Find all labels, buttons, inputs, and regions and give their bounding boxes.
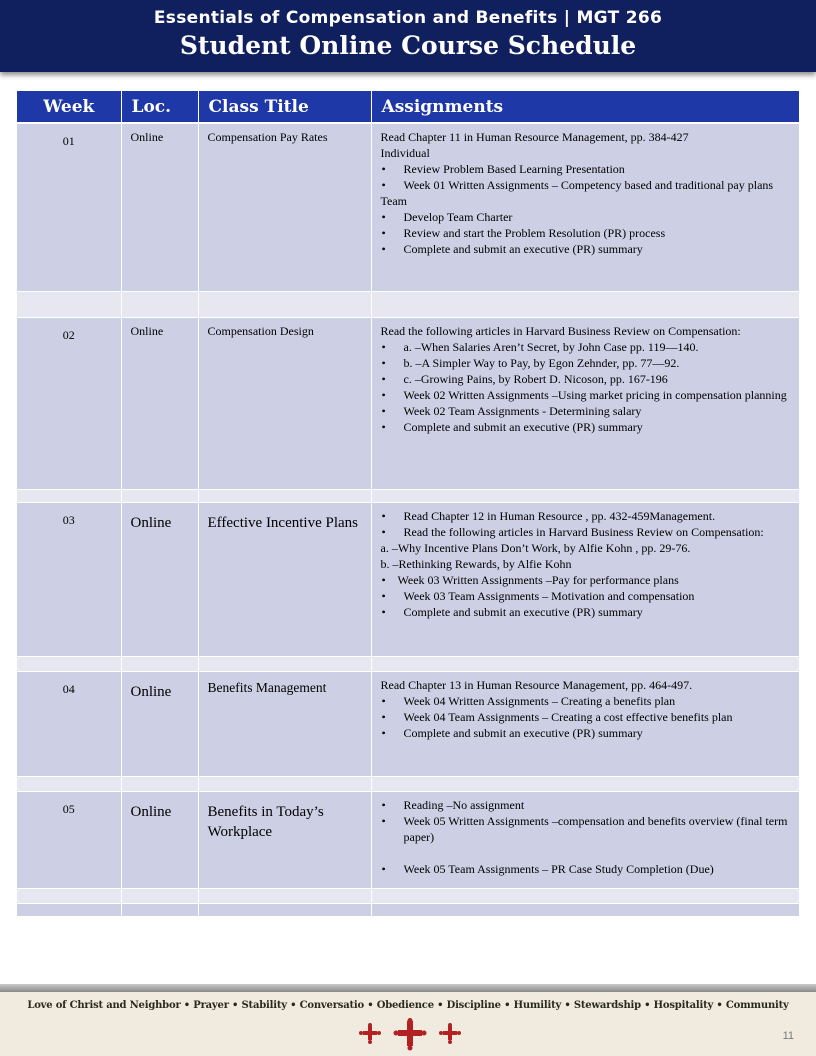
location-cell: Online	[121, 671, 198, 776]
assignment-text: b. –Rethinking Rewards, by Alfie Kohn	[380, 556, 572, 571]
list-item: • Complete and submit an executive (PR) summary	[381, 604, 793, 620]
list-item: • Review Problem Based Learning Presentation	[381, 161, 793, 177]
cross-icon	[439, 1023, 461, 1044]
list-item: • Reading –No assignment	[381, 797, 793, 813]
assignment-heading: Team	[380, 194, 407, 208]
footer-motto: Love of Christ and Neighbor • Prayer • Stability • Conversatio • Obedience • Discipline • Humility • Stewardship • Hospitality • Community	[27, 1000, 789, 1011]
list-item: • Develop Team Charter	[381, 209, 793, 225]
assignments-cell	[371, 671, 799, 776]
spacer-row	[17, 291, 799, 317]
assignments-cell	[371, 502, 799, 656]
assignments-cell	[371, 791, 799, 888]
list-item: • Review and start the Problem Resolution (PR) process	[381, 225, 793, 241]
cross-icon	[394, 1018, 427, 1051]
assignments-cell	[371, 123, 799, 291]
week-cell: 05	[17, 791, 121, 888]
list-item: • Week 05 Team Assignments – PR Case Study Completion (Due)	[381, 861, 793, 877]
location-cell: Online	[121, 317, 198, 489]
schedule-table	[17, 91, 800, 917]
table-row	[17, 791, 799, 888]
assignment-text: Read the following articles in Harvard Business Review on Compensation:	[380, 323, 741, 338]
assignment-text: Read Chapter 11 in Human Resource Management, pp. 384-427	[380, 130, 689, 144]
class-title-cell: Benefits Management	[198, 671, 371, 776]
week-cell: 04	[17, 671, 121, 776]
footer-divider	[0, 984, 816, 992]
list-item: • Read the following articles in Harvard Business Review on Compensation:	[381, 524, 793, 540]
table-row	[17, 671, 799, 776]
list-item: • a. –When Salaries Aren’t Secret, by John Case pp. 119—140.	[381, 339, 793, 355]
end-row	[17, 903, 799, 916]
page-title: Student Online Course Schedule	[179, 31, 637, 60]
column-header-assignments: Assignments	[371, 91, 799, 123]
class-title-cell: Effective Incentive Plans	[198, 502, 371, 656]
list-item: • Week 03 Written Assignments –Pay for performance plans	[381, 572, 793, 588]
assignments-cell	[371, 317, 799, 489]
crosses-emblem	[355, 1018, 465, 1052]
table-row	[17, 123, 799, 291]
course-line: Essentials of Compensation and Benefits | MGT 266	[153, 8, 663, 28]
list-item: • Week 04 Written Assignments – Creating a benefits plan	[381, 693, 793, 709]
list-item: • Week 02 Team Assignments - Determining salary	[381, 403, 793, 419]
list-item: • b. –A Simpler Way to Pay, by Egon Zehnder, pp. 77—92.	[381, 355, 793, 371]
assignment-heading: Individual	[380, 146, 430, 160]
list-item: • Complete and submit an executive (PR) summary	[381, 241, 793, 257]
class-title-cell: Compensation Pay Rates	[198, 123, 371, 291]
list-item: • Complete and submit an executive (PR) summary	[381, 419, 793, 435]
list-item: • Complete and submit an executive (PR) summary	[381, 725, 793, 741]
page-number: 11	[782, 1030, 794, 1042]
list-item: • Week 02 Written Assignments –Using market pricing in compensation planning	[381, 387, 793, 403]
location-cell: Online	[121, 502, 198, 656]
class-title-cell: Compensation Design	[198, 317, 371, 489]
assignment-text: a. –Why Incentive Plans Don’t Work, by Alfie Kohn , pp. 29-76.	[380, 540, 691, 555]
location-cell: Online	[121, 791, 198, 888]
column-header-class-title: Class Title	[198, 91, 371, 123]
table-header-row	[17, 91, 799, 123]
spacer-row	[17, 776, 799, 791]
spacer-row	[17, 489, 799, 502]
cross-icon	[359, 1023, 381, 1044]
column-header-week: Week	[17, 91, 121, 123]
spacer-row	[17, 888, 799, 903]
table-row	[17, 317, 799, 489]
list-item: • c. –Growing Pains, by Robert D. Nicoson, pp. 167-196	[381, 371, 793, 387]
table-row	[17, 502, 799, 656]
class-title-cell: Benefits in Today’s Workplace	[198, 791, 371, 888]
week-cell: 03	[17, 502, 121, 656]
list-item: • Read Chapter 12 in Human Resource , pp. 432-459Management.	[381, 508, 793, 524]
week-cell: 01	[17, 123, 121, 291]
assignment-text: Read Chapter 13 in Human Resource Management, pp. 464-497.	[380, 677, 693, 692]
list-item: • Week 01 Written Assignments – Competency based and traditional pay plans	[381, 177, 793, 193]
list-item: • Week 05 Written Assignments –compensation and benefits overview (final term paper)	[381, 813, 793, 845]
week-cell: 02	[17, 317, 121, 489]
page-header	[0, 0, 816, 72]
list-item: • Week 04 Team Assignments – Creating a cost effective benefits plan	[381, 709, 793, 725]
spacer-row	[17, 656, 799, 671]
location-cell: Online	[121, 123, 198, 291]
list-item: • Week 03 Team Assignments – Motivation and compensation	[381, 588, 793, 604]
column-header-location: Loc.	[121, 91, 198, 123]
